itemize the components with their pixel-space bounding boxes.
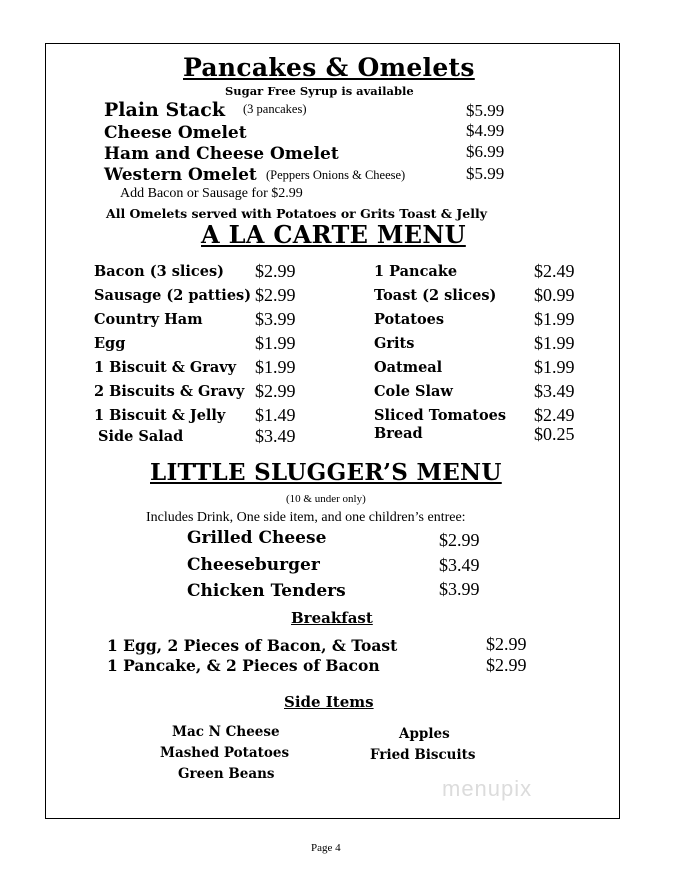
menu-item-price: $2.49 [534, 261, 575, 281]
breakfast-item-price: $2.99 [486, 634, 527, 654]
side-item: Apples [399, 726, 450, 742]
menu-item-name: Oatmeal [374, 359, 443, 376]
side-item: Fried Biscuits [370, 747, 476, 763]
menu-item-price: $0.99 [534, 285, 575, 305]
addon-note: Add Bacon or Sausage for $2.99 [120, 186, 303, 201]
kids-item-price: $3.49 [439, 555, 480, 575]
kids-item-name: Cheeseburger [187, 555, 320, 575]
menu-item-name: Potatoes [374, 311, 445, 328]
menu-item-name: Side Salad [98, 428, 184, 445]
menu-item-name: Sausage (2 patties) [94, 287, 252, 304]
menu-item-name: Plain Stack [104, 99, 226, 121]
menu-item-price: $1.49 [255, 405, 296, 425]
breakfast-item-name: 1 Egg, 2 Pieces of Bacon, & Toast [107, 636, 398, 655]
menu-item-price: $3.49 [255, 426, 296, 446]
menu-item-price: $3.99 [255, 309, 296, 329]
menu-item-name: Ham and Cheese Omelet [104, 144, 339, 164]
kids-item-name: Chicken Tenders [187, 581, 346, 601]
menu-item-note: (Peppers Onions & Cheese) [266, 168, 406, 182]
kids-age-note: (10 & under only) [286, 493, 366, 505]
kids-item-name: Grilled Cheese [187, 528, 327, 548]
menu-item-name: Country Ham [94, 311, 203, 328]
menu-item-name: Bacon (3 slices) [94, 263, 224, 280]
menu-item-price: $2.99 [255, 381, 296, 401]
watermark-text: menupix [442, 776, 533, 801]
menu-item-name: 1 Biscuit & Gravy [94, 359, 237, 376]
pancakes-title: Pancakes & Omelets [183, 53, 475, 82]
omelet-footer: All Omelets served with Potatoes or Grits Toast & Jelly [106, 206, 487, 221]
menu-item-name: Cole Slaw [374, 383, 453, 400]
kids-item-price: $2.99 [439, 530, 480, 550]
menu-item-price: $1.99 [534, 333, 575, 353]
menu-item-name: Sliced Tomatoes [374, 407, 507, 424]
menu-item-name: Cheese Omelet [104, 123, 247, 143]
menu-item-price: $4.99 [466, 121, 505, 140]
breakfast-item-name: 1 Pancake, & 2 Pieces of Bacon [107, 656, 380, 675]
menu-item-name: Bread [374, 425, 423, 442]
menu-item-note: (3 pancakes) [243, 102, 307, 116]
menu-item-name: Toast (2 slices) [374, 287, 497, 304]
kids-includes: Includes Drink, One side item, and one children’s entree: [146, 510, 466, 525]
menu-item-price: $1.99 [255, 357, 296, 377]
page-number: Page 4 [311, 842, 341, 854]
menu-item-price: $6.99 [466, 142, 505, 161]
menu-item-price: $3.49 [534, 381, 575, 401]
menu-item-price: $1.99 [534, 309, 575, 329]
menu-item-name: 2 Biscuits & Gravy [94, 383, 245, 400]
kids-title: LITTLE SLUGGER’S MENU [150, 459, 502, 486]
menu-item-name: Grits [374, 335, 415, 352]
menu-item-price: $0.25 [534, 424, 575, 444]
side-items-heading: Side Items [284, 693, 374, 711]
breakfast-heading: Breakfast [291, 609, 373, 627]
menu-item-price: $2.99 [255, 285, 296, 305]
side-item: Green Beans [178, 766, 275, 782]
menu-item-price: $1.99 [255, 333, 296, 353]
side-item: Mac N Cheese [172, 724, 280, 740]
menu-item-price: $2.49 [534, 405, 575, 425]
menu-item-name: 1 Pancake [374, 263, 458, 280]
menu-item-name: Egg [94, 335, 126, 352]
side-item: Mashed Potatoes [160, 745, 290, 761]
menu-item-name: 1 Biscuit & Jelly [94, 407, 226, 424]
menu-item-price: $2.99 [255, 261, 296, 281]
menu-item-name: Western Omelet [104, 165, 257, 185]
menu-item-price: $1.99 [534, 357, 575, 377]
kids-item-price: $3.99 [439, 579, 480, 599]
alacarte-title: A LA CARTE MENU [201, 220, 466, 249]
menu-item-price: $5.99 [466, 101, 505, 120]
pancakes-subtitle: Sugar Free Syrup is available [225, 84, 414, 98]
menu-item-price: $5.99 [466, 164, 505, 183]
breakfast-item-price: $2.99 [486, 655, 527, 675]
